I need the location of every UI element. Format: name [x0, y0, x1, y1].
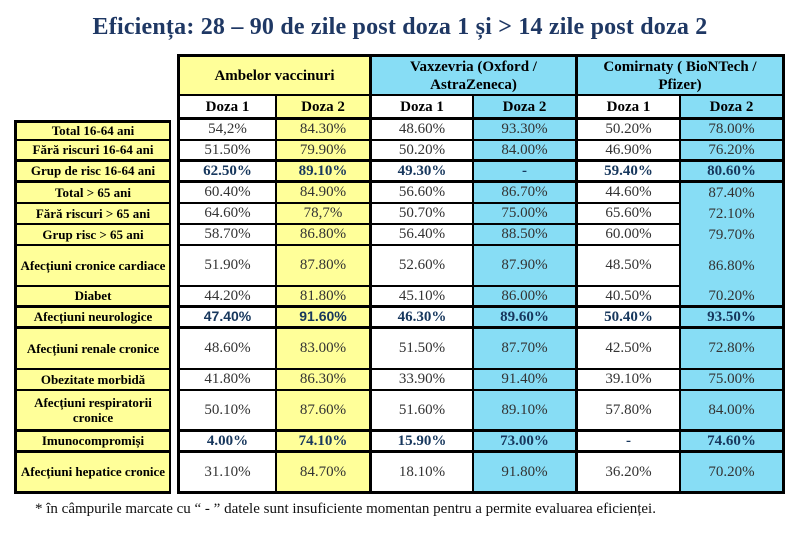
- dose-header-cell: Doza 1: [372, 96, 474, 120]
- row-label: Grup de risc 16-64 ani: [14, 162, 171, 183]
- value-cell: 93.50%: [681, 308, 785, 329]
- value-cell: 86.30%: [277, 370, 372, 391]
- value-cell: 64.60%: [177, 204, 277, 225]
- value-cell: 84.90%: [277, 183, 372, 204]
- value-cell: 86.00%: [474, 287, 578, 308]
- row-label: Afecțiuni cronice cardiace: [14, 246, 171, 287]
- value-cell: 51.50%: [372, 329, 474, 370]
- value-cell: 89.60%: [474, 308, 578, 329]
- value-cell: 59.40%: [578, 162, 681, 183]
- value-cell: 87.80%: [277, 246, 372, 287]
- value-cell: 88.50%: [474, 225, 578, 246]
- value-cell: 87.90%: [474, 246, 578, 287]
- value-cell: 44.60%: [578, 183, 681, 204]
- value-cell: 93.30%: [474, 120, 578, 141]
- value-cell: 18.10%: [372, 453, 474, 494]
- value-cell: 45.10%: [372, 287, 474, 308]
- value-cell: 50.20%: [372, 141, 474, 162]
- value-cell: 78,7%: [277, 204, 372, 225]
- value-cell: 74.10%: [277, 432, 372, 453]
- value-cell: 31.10%: [177, 453, 277, 494]
- dose-header-cell: Doza 2: [681, 96, 785, 120]
- value-cell: 50.20%: [578, 120, 681, 141]
- group-header-cell: Comirnaty ( BioNTech / Pfizer): [578, 54, 785, 96]
- value-cell: 86.80%: [277, 225, 372, 246]
- value-cell: 84.00%: [681, 391, 785, 432]
- value-cell: 48.50%: [578, 246, 681, 287]
- footnote: * în câmpurile marcate cu “ - ” datele sunt insuficiente momentan pentru a permite evaluarea eficienței.: [35, 501, 656, 517]
- value-cell: 87.60%: [277, 391, 372, 432]
- value-cell: 78.00%: [681, 120, 785, 141]
- dash-cell: -: [578, 432, 681, 453]
- value-cell: 75.00%: [474, 204, 578, 225]
- value-cell: 79.90%: [277, 141, 372, 162]
- value-cell: 74.60%: [681, 432, 785, 453]
- value-cell: 41.80%: [177, 370, 277, 391]
- value-cell: 81.80%: [277, 287, 372, 308]
- value-cell: 56.60%: [372, 183, 474, 204]
- value-cell: 56.40%: [372, 225, 474, 246]
- value-cell: 33.90%: [372, 370, 474, 391]
- value-cell: 42.50%: [578, 329, 681, 370]
- value-cell: 57.80%: [578, 391, 681, 432]
- page-title: Eficiența: 28 – 90 de zile post doza 1 și > 14 zile post doza 2: [92, 14, 708, 40]
- row-label: Afecțiuni neurologice: [14, 308, 171, 329]
- value-cell: 72.80%: [681, 329, 785, 370]
- value-cell: 91.80%: [474, 453, 578, 494]
- value-cell: 40.50%: [578, 287, 681, 308]
- value-cell: 50.40%: [578, 308, 681, 329]
- value-cell: 62.50%: [177, 162, 277, 183]
- value-cell: 80.60%: [681, 162, 785, 183]
- value-cell: 89.10%: [277, 162, 372, 183]
- dose-header-cell: Doza 1: [578, 96, 681, 120]
- row-label: Afecțiuni hepatice cronice: [14, 453, 171, 494]
- value-cell: 36.20%: [578, 453, 681, 494]
- value-cell: 70.20%: [681, 287, 785, 308]
- value-cell: 91.40%: [474, 370, 578, 391]
- row-label: Total > 65 ani: [14, 183, 171, 204]
- value-cell: 54,2%: [177, 120, 277, 141]
- value-cell: 84.00%: [474, 141, 578, 162]
- value-cell: 50.70%: [372, 204, 474, 225]
- row-label: Fără riscuri > 65 ani: [14, 204, 171, 225]
- dose-header-cell: Doza 2: [474, 96, 578, 120]
- value-cell: 48.60%: [372, 120, 474, 141]
- value-cell: 39.10%: [578, 370, 681, 391]
- row-label: Fără riscuri 16-64 ani: [14, 141, 171, 162]
- value-cell: 87.40%: [681, 183, 785, 204]
- value-cell: 48.60%: [177, 329, 277, 370]
- value-cell: 91.60%: [277, 308, 372, 329]
- value-cell: 44.20%: [177, 287, 277, 308]
- group-header-cell: Ambelor vaccinuri: [177, 54, 372, 96]
- row-label: Afecțiuni respiratorii cronice: [14, 391, 171, 432]
- value-cell: 76.20%: [681, 141, 785, 162]
- value-cell: 84.30%: [277, 120, 372, 141]
- row-label: Total 16-64 ani: [14, 120, 171, 141]
- value-cell: 15.90%: [372, 432, 474, 453]
- value-cell: 89.10%: [474, 391, 578, 432]
- value-cell: 46.90%: [578, 141, 681, 162]
- value-cell: 75.00%: [681, 370, 785, 391]
- row-label: Afecțiuni renale cronice: [14, 329, 171, 370]
- value-cell: 60.40%: [177, 183, 277, 204]
- value-cell: 84.70%: [277, 453, 372, 494]
- group-header-cell: Vaxzevria (Oxford / AstraZeneca): [372, 54, 578, 96]
- efficiency-table: [14, 54, 800, 494]
- dose-header-cell: Doza 1: [177, 96, 277, 120]
- value-cell: 83.00%: [277, 329, 372, 370]
- value-cell: 51.60%: [372, 391, 474, 432]
- value-cell: 79.70%: [681, 225, 785, 246]
- dash-cell: -: [474, 162, 578, 183]
- value-cell: 52.60%: [372, 246, 474, 287]
- value-cell: 47.40%: [177, 308, 277, 329]
- value-cell: 58.70%: [177, 225, 277, 246]
- row-label: Grup risc > 65 ani: [14, 225, 171, 246]
- value-cell: 46.30%: [372, 308, 474, 329]
- value-cell: 87.70%: [474, 329, 578, 370]
- dose-header-cell: Doza 2: [277, 96, 372, 120]
- value-cell: 65.60%: [578, 204, 681, 225]
- value-cell: 51.50%: [177, 141, 277, 162]
- row-label: Obezitate morbidă: [14, 370, 171, 391]
- value-cell: 49.30%: [372, 162, 474, 183]
- row-label: Diabet: [14, 287, 171, 308]
- value-cell: 86.80%: [681, 246, 785, 287]
- value-cell: 73.00%: [474, 432, 578, 453]
- value-cell: 4.00%: [177, 432, 277, 453]
- row-label: Imunocompromiși: [14, 432, 171, 453]
- value-cell: 51.90%: [177, 246, 277, 287]
- value-cell: 72.10%: [681, 204, 785, 225]
- value-cell: 60.00%: [578, 225, 681, 246]
- value-cell: 70.20%: [681, 453, 785, 494]
- value-cell: 50.10%: [177, 391, 277, 432]
- value-cell: 86.70%: [474, 183, 578, 204]
